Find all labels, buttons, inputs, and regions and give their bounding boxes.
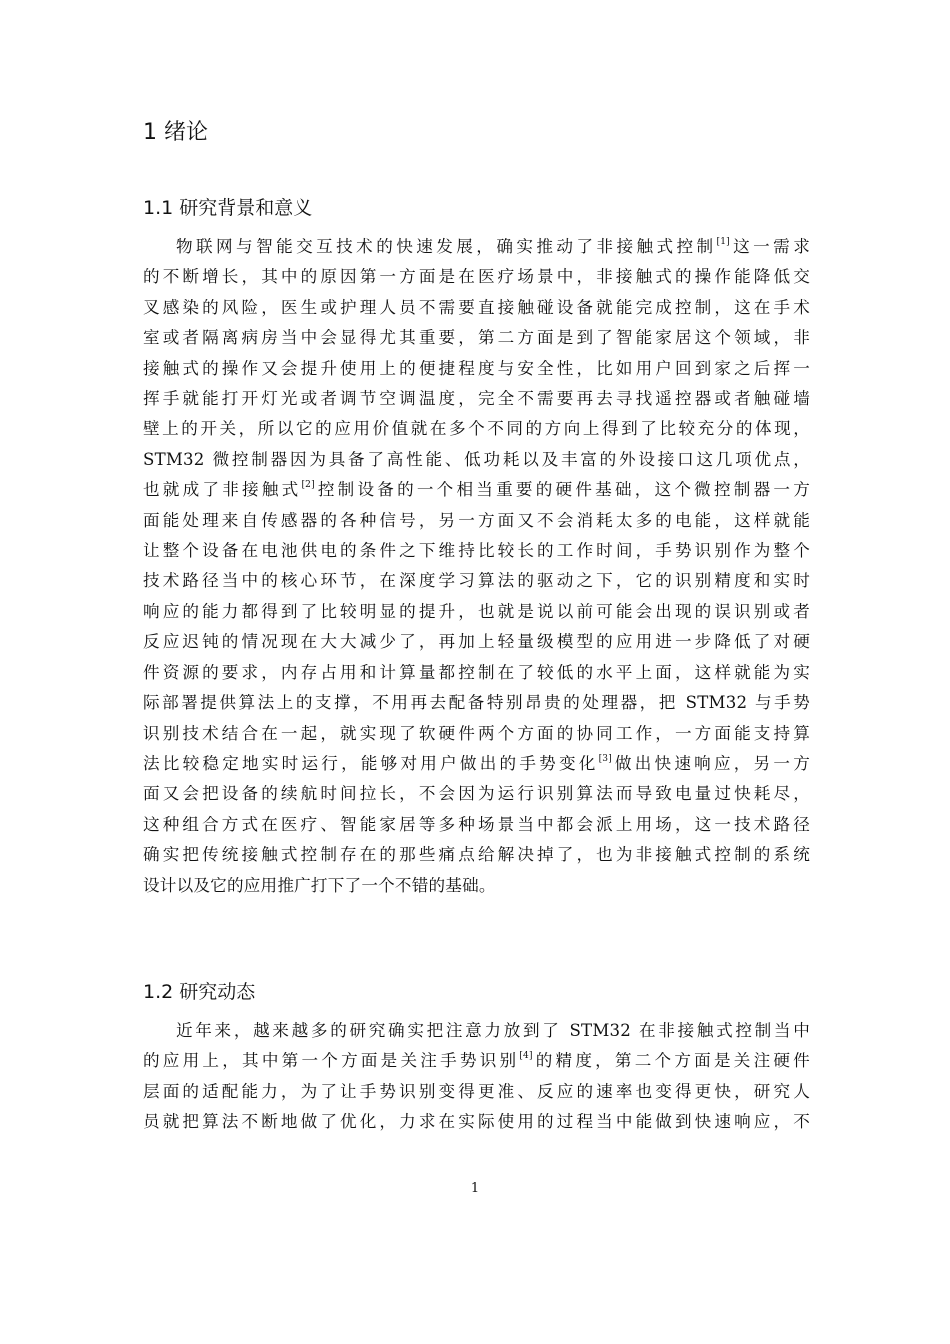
line-text: 件资源的要求，内存占用和计算量都控制在了较低的水平上面，这样就能为实: [143, 662, 810, 682]
line-text: 这种组合方式在医疗、智能家居等多种场景当中都会派上用场，这一技术路径: [143, 814, 810, 834]
line-text-after: 这一需求: [729, 237, 810, 256]
line-text: 室或者隔离病房当中会显得尤其重要，第二方面是到了智能家居这个领域，非: [143, 328, 810, 348]
citation-marker: [3]: [598, 753, 612, 764]
text-line: [143, 749, 810, 779]
citation-marker: [2]: [301, 480, 315, 491]
line-text: 的不断增长，其中的原因第一方面是在医疗场景中，非接触式的操作能降低交: [143, 267, 810, 287]
text-line: [143, 627, 810, 657]
text-line: [143, 688, 810, 718]
chapter-heading: 1 绪论: [143, 120, 208, 145]
line-text: 技术路径当中的核心环节，在深度学习算法的驱动之下，它的识别精度和实时: [143, 571, 810, 591]
text-line: [143, 414, 810, 444]
citation-marker: [4]: [519, 1051, 533, 1062]
text-line: [143, 871, 810, 901]
line-text: 确实把传统接触式控制存在的那些痛点给解决掉了，也为非接触式控制的系统: [143, 845, 810, 865]
line-text: 叉感染的风险，医生或护理人员不需要直接触碰设备就能完成控制，这在手术: [143, 297, 810, 317]
text-line: [143, 779, 810, 809]
line-text: 设计以及它的应用推广打下了一个不错的基础。: [143, 875, 496, 895]
line-text: 法比较稳定地实时运行，能够对用户做出的手势变化: [143, 753, 599, 773]
text-line: [143, 262, 810, 292]
text-line: [143, 1107, 810, 1137]
text-line: [143, 658, 810, 688]
line-text: 反应迟钝的情况现在大大减少了，再加上轻量级模型的应用进一步降低了对硬: [143, 632, 810, 652]
text-line: [143, 506, 810, 536]
line-text: 响应的能力都得到了比较明显的提升，也就是说以前可能会出现的误识别或者: [143, 601, 810, 621]
text-line: [143, 445, 810, 475]
line-text: 员就把算法不断地做了优化，力求在实际使用的过程当中能做到快速响应，不: [143, 1112, 810, 1132]
line-text: 面又会把设备的续航时间拉长，不会因为运行识别算法而导致电量过快耗尽，: [143, 784, 810, 804]
line-text: 的应用上，其中第一个方面是关注手势识别: [143, 1051, 520, 1071]
text-line: [143, 597, 810, 627]
text-line: [143, 566, 810, 596]
line-text: 近年来，越来越多的研究确实把注意力放到了 STM32 在非接触式控制当中: [176, 1021, 810, 1040]
text-line: [143, 354, 810, 384]
text-line: [143, 1077, 810, 1107]
text-line: [143, 232, 810, 262]
text-line: [143, 323, 810, 353]
line-text: 挥手就能打开灯光或者调节空调温度，完全不需要再去寻找遥控器或者触碰墙: [143, 389, 810, 409]
line-text: 层面的适配能力，为了让手势识别变得更准、反应的速率也变得更快，研究人: [143, 1081, 810, 1101]
text-line: [143, 719, 810, 749]
line-text: 际部署提供算法上的支撑，不用再去配备特别昂贵的处理器，把 STM32 与手势: [143, 693, 810, 713]
text-line: [143, 384, 810, 414]
text-line: [143, 475, 810, 505]
section-heading-1-2: 1.2 研究动态: [143, 981, 256, 1003]
line-text: 物联网与智能交互技术的快速发展，确实推动了非接触式控制: [176, 237, 717, 256]
line-text-after: 做出快速响应，另一方: [611, 753, 810, 773]
text-line: [143, 293, 810, 323]
section-heading-1-1: 1.1 研究背景和意义: [143, 197, 313, 219]
page-number: 1: [470, 1181, 480, 1196]
line-text: 壁上的开关，所以它的应用价值就在多个不同的方向上得到了比较充分的体现，: [143, 419, 810, 439]
line-text: 识别技术结合在一起，就实现了软硬件两个方面的协同工作，一方面能支持算: [143, 723, 810, 743]
line-text: STM32 微控制器因为具备了高性能、低功耗以及丰富的外设接口这几项优点，: [143, 449, 810, 469]
text-line: [143, 840, 810, 870]
section-1-2-paragraph: [143, 1016, 810, 1138]
section-1-1-paragraph: [143, 232, 810, 901]
citation-marker: [1]: [716, 237, 730, 247]
line-text: 接触式的操作又会提升使用上的便捷程度与安全性，比如用户回到家之后挥一: [143, 358, 810, 378]
line-text: 面能处理来自传感器的各种信号，另一方面又不会消耗太多的电能，这样就能: [143, 510, 810, 530]
text-line: [143, 810, 810, 840]
line-text: 让整个设备在电池供电的条件之下维持比较长的工作时间，手势识别作为整个: [143, 541, 810, 561]
line-text-after: 控制设备的一个相当重要的硬件基础，这个微控制器一方: [314, 480, 811, 500]
line-text-after: 的精度，第二个方面是关注硬件: [532, 1051, 810, 1071]
text-line: [143, 1016, 810, 1046]
text-line: [143, 1046, 810, 1076]
text-line: [143, 536, 810, 566]
line-text: 也就成了非接触式: [143, 480, 302, 500]
